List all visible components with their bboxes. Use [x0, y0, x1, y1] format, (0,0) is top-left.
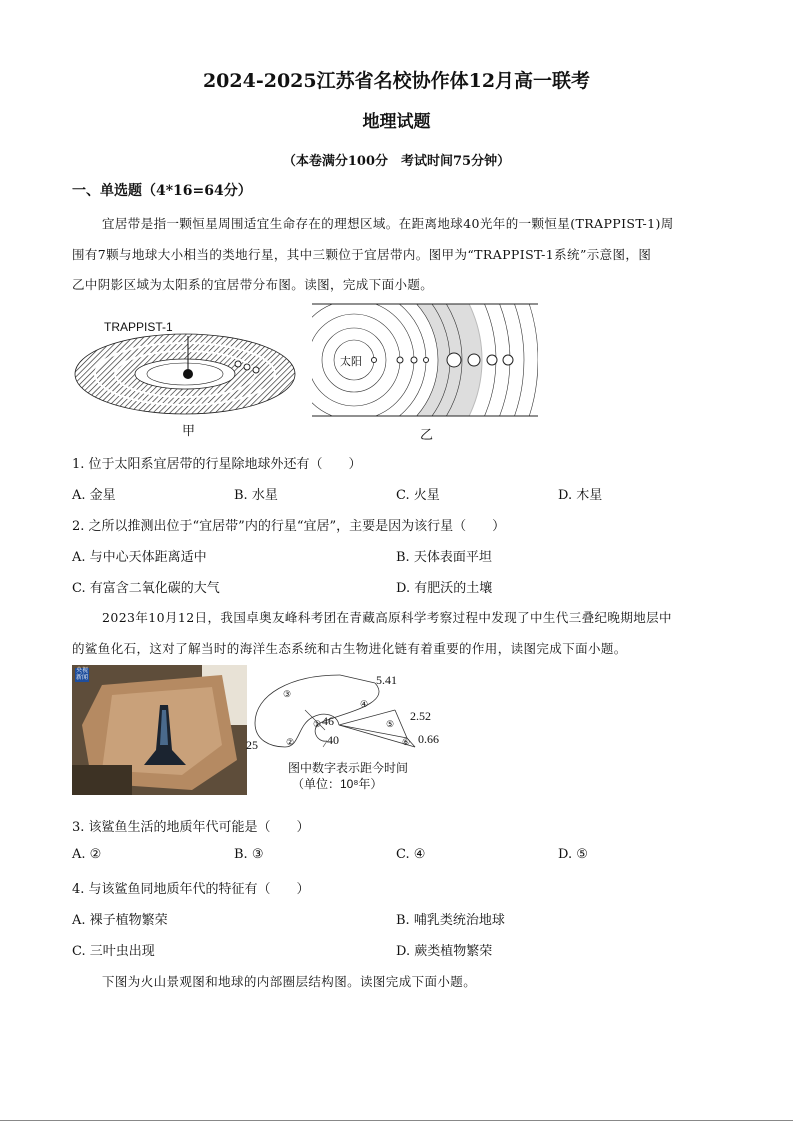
fossil-photo-art — [72, 665, 247, 795]
q1-option-c[interactable]: C. 火星 — [396, 488, 440, 503]
q4-option-d[interactable]: D. 蕨类植物繁荣 — [396, 944, 493, 959]
passage1-line2: 围有7颗与地球大小相当的类地行星，其中三颗位于宜居带内。图甲为“TRAPPIST-1系统”示意图，图 — [72, 247, 652, 262]
region-3-label: ③ — [283, 689, 292, 699]
passage1-line3: 乙中阴影区域为太阳系的宜居带分布图。读图，完成下面小题。 — [72, 277, 434, 292]
q1-option-d[interactable]: D. 木星 — [558, 488, 603, 503]
label-0-66: 0.66 — [418, 732, 439, 746]
subject-title: 地理试题 — [362, 112, 431, 132]
q1-option-a[interactable]: A. 金星 — [72, 488, 116, 503]
q2-option-b[interactable]: B. 天体表面平坦 — [396, 550, 492, 565]
exam-title: 2024-2025江苏省名校协作体12月高一联考 — [202, 70, 591, 92]
label-2-52: 2.52 — [410, 709, 431, 723]
q3-option-d[interactable]: D. ⑤ — [558, 847, 588, 862]
figure-b-caption: 乙 — [420, 427, 434, 442]
q3-option-a[interactable]: A. ② — [72, 847, 102, 862]
label-40: 40 — [327, 733, 339, 747]
exam-meta: （本卷满分100分 考试时间75分钟） — [282, 154, 511, 169]
q1-stem: 1. 位于太阳系宜居带的行星除地球外还有（ ） — [72, 457, 362, 472]
q1-option-b[interactable]: B. 水星 — [234, 488, 278, 503]
shark-fossil-photo — [72, 665, 247, 795]
section-heading: 一、单选题（4*16=64分） — [72, 183, 252, 199]
page-bottom-rule — [0, 1120, 793, 1121]
q3-option-b[interactable]: B. ③ — [234, 847, 264, 862]
q2-option-d[interactable]: D. 有肥沃的土壤 — [396, 581, 493, 596]
q3-stem: 3. 该鲨鱼生活的地质年代可能是（ ） — [72, 820, 310, 835]
q2-option-a[interactable]: A. 与中心天体距离适中 — [72, 550, 207, 565]
region-2-label: ② — [286, 737, 295, 747]
region-1-label: ① — [313, 719, 322, 729]
region-6-label: ⑥ — [402, 737, 411, 747]
sun-label: 太阳 — [340, 356, 362, 368]
label-25: 25 — [246, 738, 258, 752]
q3-option-c[interactable]: C. ④ — [396, 847, 426, 862]
q2-stem: 2. 之所以推测出位于“宜居带”内的行星“宜居”，主要是因为该行星（ ） — [72, 519, 506, 534]
passage2-line2: 的鲨鱼化石，这对了解当时的海洋生态系统和古生物进化链有着重要的作用，读图完成下面小题。 — [72, 641, 627, 656]
region-5-label: ⑤ — [386, 719, 395, 729]
figure-a-caption: 甲 — [182, 423, 196, 438]
spiral-caption: 图中数字表示距今时间 — [288, 761, 409, 775]
passage2-line1: 2023年10月12日，我国卓奥友峰科考团在青藏高原科学考察过程中发现了中生代三叠纪晚期地层中 — [102, 610, 672, 625]
trappist-system-diagram — [72, 318, 302, 433]
q4-option-b[interactable]: B. 哺乳类统治地球 — [396, 913, 505, 928]
news-badge: 央视新闻 — [75, 668, 88, 681]
q2-option-c[interactable]: C. 有富含二氧化碳的大气 — [72, 581, 220, 596]
label-46: 46 — [322, 714, 334, 728]
q4-option-a[interactable]: A. 裸子植物繁荣 — [72, 913, 168, 928]
region-4-label: ④ — [360, 699, 369, 709]
q4-stem: 4. 与该鲨鱼同地质年代的特征有（ ） — [72, 882, 310, 897]
passage3-line1: 下图为火山景观图和地球的内部圈层结构图。读图完成下面小题。 — [102, 974, 477, 989]
trappist-label: TRAPPIST-1 — [104, 320, 173, 334]
spiral-unit: （单位：10⁸年） — [292, 777, 383, 791]
passage1-line1: 宜居带是指一颗恒星周围适宜生命存在的理想区域。在距离地球40光年的一颗恒星(TRAPPIST-1)周 — [102, 216, 674, 231]
label-5-41: 5.41 — [376, 673, 397, 687]
q4-option-c[interactable]: C. 三叶虫出现 — [72, 944, 155, 959]
